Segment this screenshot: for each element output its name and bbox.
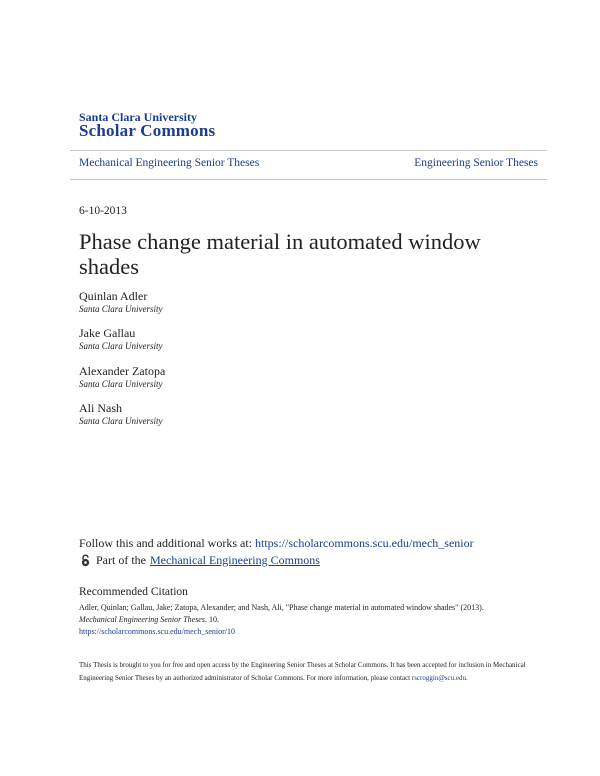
university-name[interactable]: Santa Clara University (79, 110, 197, 124)
contact-email-link[interactable]: rscroggin@scu.edu (411, 674, 466, 682)
author-block (79, 326, 163, 352)
citation-line: Adler, Quinlan; Gallau, Jake; Zatopa, Alexander; and Nash, Ali, "Phase change material in automated window shades" (2013). (79, 603, 484, 612)
part-of-prefix: Part of the (96, 553, 146, 567)
author-block (79, 289, 163, 315)
series-link-engineering[interactable]: Engineering Senior Theses (414, 157, 538, 169)
citation-series: Mechanical Engineering Senior Theses (79, 615, 205, 624)
author-name[interactable]: Alexander Zatopa (79, 364, 166, 378)
divider-top (70, 150, 547, 151)
author-name[interactable]: Jake Gallau (79, 326, 136, 340)
author-block (79, 401, 163, 427)
author-name[interactable]: Ali Nash (79, 401, 122, 415)
author-name[interactable]: Quinlan Adler (79, 289, 148, 303)
follow-prefix: Follow this and additional works at: (79, 536, 252, 550)
follow-line (79, 536, 474, 551)
citation-heading: Recommended Citation (79, 586, 188, 598)
citation-url-link[interactable]: https://scholarcommons.scu.edu/mech_senior/10 (79, 627, 235, 636)
footer-end: . (465, 674, 468, 682)
author-affiliation: Santa Clara University (79, 379, 163, 389)
author-affiliation: Santa Clara University (79, 304, 163, 314)
author-block (79, 364, 165, 390)
author-affiliation: Santa Clara University (79, 341, 163, 351)
citation-series-line (79, 614, 484, 626)
commons-link[interactable]: Mechanical Engineering Commons (150, 553, 320, 567)
repository-name[interactable]: Scholar Commons (79, 121, 216, 140)
series-link-mechanical[interactable]: Mechanical Engineering Senior Theses (79, 157, 260, 169)
part-of-line (79, 553, 320, 568)
open-access-icon (79, 554, 92, 567)
follow-url-link[interactable]: https://scholarcommons.scu.edu/mech_senior (255, 536, 474, 550)
footer-text: This Thesis is brought to you for free and open access by the Engineering Senior Theses at Scholar Commons. It has been accepted for inclusion in Mechanical Engineering Senior Theses by an authorized administrator of Scholar Commons. For more information, please contact (79, 661, 526, 682)
author-affiliation: Santa Clara University (79, 416, 163, 426)
citation-number: . 10. (204, 615, 219, 624)
paper-title: Phase change material in automated window shades (79, 229, 481, 279)
citation-block (79, 602, 484, 638)
publication-date: 6-10-2013 (79, 205, 127, 217)
divider-bottom (70, 179, 547, 180)
footer-notice (79, 659, 539, 685)
